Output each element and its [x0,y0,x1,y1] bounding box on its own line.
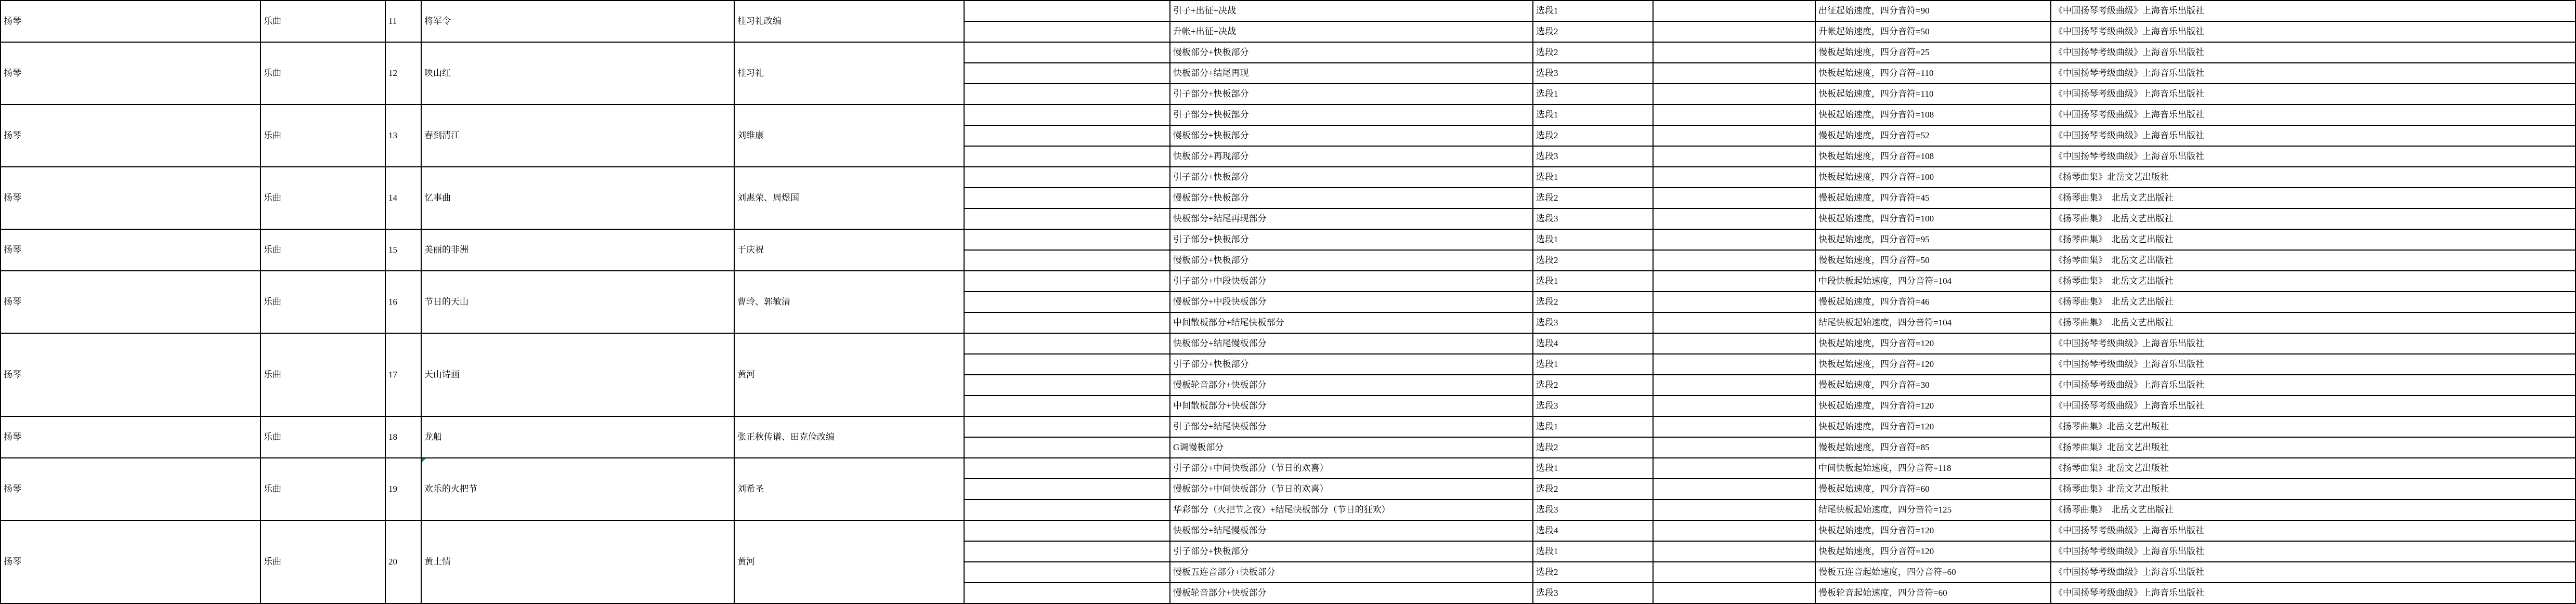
tempo-cell[interactable]: 慢板起始速度，四分音符=45 [1815,188,2051,208]
sections-cell[interactable]: 华彩部分（火把节之夜）+结尾快板部分（节日的狂欢） [1170,500,1533,520]
sections-cell[interactable]: 慢板部分+快板部分 [1170,188,1533,208]
source-cell[interactable]: 《扬琴曲集》 北岳文艺出版社 [2051,208,2575,229]
number-cell[interactable]: 16 [385,271,421,333]
source-cell[interactable]: 《扬琴曲集》 北岳文艺出版社 [2051,188,2575,208]
spacer-cell[interactable] [964,375,1170,396]
spacer-cell[interactable] [1653,84,1815,104]
composer-cell[interactable]: 张正秋传谱、田克俭改编 [734,416,964,458]
tempo-cell[interactable]: 快板起始速度，四分音符=110 [1815,84,2051,104]
sections-cell[interactable]: 快板部分+结尾慢板部分 [1170,333,1533,354]
tempo-cell[interactable]: 快板起始速度，四分音符=100 [1815,208,2051,229]
tempo-cell[interactable]: 快板起始速度，四分音符=120 [1815,354,2051,375]
spacer-cell[interactable] [1653,250,1815,271]
selection-cell[interactable]: 选段2 [1533,437,1653,458]
source-cell[interactable]: 《中国扬琴考级曲级》上海音乐出版社 [2051,84,2575,104]
spacer-cell[interactable] [1653,333,1815,354]
spacer-cell[interactable] [1653,520,1815,541]
selection-cell[interactable]: 选段2 [1533,479,1653,500]
title-cell[interactable]: 映山红 [421,42,734,104]
sections-cell[interactable]: 引子部分+结尾快板部分 [1170,416,1533,437]
spacer-cell[interactable] [964,63,1170,84]
spacer-cell[interactable] [1653,271,1815,292]
number-cell[interactable]: 13 [385,104,421,167]
spacer-cell[interactable] [1653,312,1815,333]
spacer-cell[interactable] [1653,229,1815,250]
title-cell[interactable]: 天山诗画 [421,333,734,416]
spacer-cell[interactable] [1653,63,1815,84]
sections-cell[interactable]: 中间散板部分+快板部分 [1170,396,1533,416]
tempo-cell[interactable]: 快板起始速度，四分音符=95 [1815,229,2051,250]
type-cell[interactable]: 乐曲 [261,167,385,229]
spacer-cell[interactable] [964,416,1170,437]
sections-cell[interactable]: 引子部分+快板部分 [1170,354,1533,375]
sections-cell[interactable]: 快板部分+结尾慢板部分 [1170,520,1533,541]
sections-cell[interactable]: 慢板部分+中段快板部分 [1170,292,1533,312]
source-cell[interactable]: 《中国扬琴考级曲级》上海音乐出版社 [2051,520,2575,541]
sections-cell[interactable]: 快板部分+再现部分 [1170,146,1533,167]
sections-cell[interactable]: 慢板轮音部分+快板部分 [1170,583,1533,603]
sections-cell[interactable]: 快板部分+结尾再现部分 [1170,208,1533,229]
number-cell[interactable]: 20 [385,520,421,603]
tempo-cell[interactable]: 中段快板起始速度，四分音符=104 [1815,271,2051,292]
sections-cell[interactable]: 慢板部分+中间快板部分（节日的欢喜） [1170,479,1533,500]
selection-cell[interactable]: 选段1 [1533,84,1653,104]
tempo-cell[interactable]: 慢板五连音起始速度，四分音符=60 [1815,562,2051,583]
spacer-cell[interactable] [1653,42,1815,63]
source-cell[interactable]: 《扬琴曲集》北岳文艺出版社 [2051,458,2575,479]
tempo-cell[interactable]: 快板起始速度，四分音符=110 [1815,63,2051,84]
tempo-cell[interactable]: 快板起始速度，四分音符=120 [1815,416,2051,437]
selection-cell[interactable]: 选段4 [1533,333,1653,354]
tempo-cell[interactable]: 慢板起始速度，四分音符=30 [1815,375,2051,396]
number-cell[interactable]: 19 [385,458,421,520]
sections-cell[interactable]: 引子部分+快板部分 [1170,541,1533,562]
sections-cell[interactable]: 引子部分+中段快板部分 [1170,271,1533,292]
source-cell[interactable]: 《扬琴曲集》 北岳文艺出版社 [2051,292,2575,312]
tempo-cell[interactable]: 升帐起始速度，四分音符=50 [1815,21,2051,42]
selection-cell[interactable]: 选段1 [1533,271,1653,292]
spacer-cell[interactable] [964,167,1170,188]
spacer-cell[interactable] [964,229,1170,250]
title-cell[interactable]: 节日的天山 [421,271,734,333]
source-cell[interactable]: 《中国扬琴考级曲级》上海音乐出版社 [2051,375,2575,396]
source-cell[interactable]: 《中国扬琴考级曲级》上海音乐出版社 [2051,583,2575,603]
tempo-cell[interactable]: 结尾快板起始速度，四分音符=104 [1815,312,2051,333]
spacer-cell[interactable] [964,146,1170,167]
title-cell[interactable]: 春到清江 [421,104,734,167]
instrument-cell[interactable]: 扬琴 [1,167,261,229]
tempo-cell[interactable]: 快板起始速度，四分音符=120 [1815,333,2051,354]
number-cell[interactable]: 14 [385,167,421,229]
title-cell[interactable]: 欢乐的火把节 [421,458,734,520]
number-cell[interactable]: 15 [385,229,421,271]
spacer-cell[interactable] [1653,21,1815,42]
spacer-cell[interactable] [964,520,1170,541]
tempo-cell[interactable]: 快板起始速度，四分音符=108 [1815,146,2051,167]
tempo-cell[interactable]: 快板起始速度，四分音符=120 [1815,396,2051,416]
source-cell[interactable]: 《中国扬琴考级曲级》上海音乐出版社 [2051,333,2575,354]
selection-cell[interactable]: 选段3 [1533,500,1653,520]
source-cell[interactable]: 《中国扬琴考级曲级》上海音乐出版社 [2051,146,2575,167]
selection-cell[interactable]: 选段2 [1533,375,1653,396]
instrument-cell[interactable]: 扬琴 [1,458,261,520]
spacer-cell[interactable] [964,21,1170,42]
spacer-cell[interactable] [1653,500,1815,520]
sections-cell[interactable]: 引子+出征+决战 [1170,1,1533,21]
tempo-cell[interactable]: 快板起始速度，四分音符=108 [1815,104,2051,125]
selection-cell[interactable]: 选段1 [1533,229,1653,250]
table-row [1,229,2575,250]
tempo-cell[interactable]: 慢板起始速度，四分音符=25 [1815,42,2051,63]
source-cell[interactable]: 《中国扬琴考级曲级》上海音乐出版社 [2051,562,2575,583]
spacer-cell[interactable] [964,188,1170,208]
spacer-cell[interactable] [1653,437,1815,458]
sections-cell[interactable]: G调慢板部分 [1170,437,1533,458]
source-cell[interactable]: 《扬琴曲集》 北岳文艺出版社 [2051,271,2575,292]
table-row [1,1,2575,21]
spacer-cell[interactable] [964,458,1170,479]
source-cell[interactable]: 《扬琴曲集》 北岳文艺出版社 [2051,250,2575,271]
selection-cell[interactable]: 选段1 [1533,104,1653,125]
spacer-cell[interactable] [1653,125,1815,146]
type-cell[interactable]: 乐曲 [261,416,385,458]
selection-cell[interactable]: 选段3 [1533,63,1653,84]
spacer-cell[interactable] [964,84,1170,104]
composer-cell[interactable]: 黄河 [734,520,964,603]
composer-cell[interactable]: 刘维康 [734,104,964,167]
selection-cell[interactable]: 选段2 [1533,562,1653,583]
table-row [1,104,2575,125]
source-cell[interactable]: 《扬琴曲集》北岳文艺出版社 [2051,416,2575,437]
spacer-cell[interactable] [964,271,1170,292]
cell-comment-indicator-icon [422,458,426,463]
type-cell[interactable]: 乐曲 [261,42,385,104]
spacer-cell[interactable] [1653,104,1815,125]
table-row [1,42,2575,63]
instrument-cell[interactable]: 扬琴 [1,104,261,167]
spacer-cell[interactable] [964,500,1170,520]
composer-cell[interactable]: 桂习礼改编 [734,1,964,42]
source-cell[interactable]: 《中国扬琴考级曲级》上海音乐出版社 [2051,63,2575,84]
tempo-cell[interactable]: 出征起始速度，四分音符=90 [1815,1,2051,21]
selection-cell[interactable]: 选段3 [1533,208,1653,229]
sections-cell[interactable]: 慢板部分+快板部分 [1170,125,1533,146]
spacer-cell[interactable] [1653,541,1815,562]
instrument-cell[interactable]: 扬琴 [1,333,261,416]
instrument-cell[interactable]: 扬琴 [1,1,261,42]
spacer-cell[interactable] [964,1,1170,21]
spacer-cell[interactable] [964,292,1170,312]
source-cell[interactable]: 《中国扬琴考级曲级》上海音乐出版社 [2051,396,2575,416]
sections-cell[interactable]: 慢板轮音部分+快板部分 [1170,375,1533,396]
selection-cell[interactable]: 选段1 [1533,541,1653,562]
type-cell[interactable]: 乐曲 [261,520,385,603]
spacer-cell[interactable] [964,42,1170,63]
spacer-cell[interactable] [964,208,1170,229]
instrument-cell[interactable]: 扬琴 [1,271,261,333]
source-cell[interactable]: 《扬琴曲集》 北岳文艺出版社 [2051,312,2575,333]
spacer-cell[interactable] [1653,208,1815,229]
table-row [1,271,2575,292]
tempo-cell[interactable]: 慢板起始速度，四分音符=60 [1815,479,2051,500]
selection-cell[interactable]: 选段2 [1533,250,1653,271]
tempo-cell[interactable]: 快板起始速度，四分音符=120 [1815,520,2051,541]
source-cell[interactable]: 《中国扬琴考级曲级》上海音乐出版社 [2051,354,2575,375]
selection-cell[interactable]: 选段3 [1533,583,1653,603]
selection-cell[interactable]: 选段3 [1533,396,1653,416]
tempo-cell[interactable]: 慢板起始速度，四分音符=50 [1815,250,2051,271]
sections-cell[interactable]: 升帐+出征+决战 [1170,21,1533,42]
spacer-cell[interactable] [1653,562,1815,583]
selection-cell[interactable]: 选段4 [1533,520,1653,541]
spacer-cell[interactable] [964,396,1170,416]
source-cell[interactable]: 《中国扬琴考级曲级》上海音乐出版社 [2051,21,2575,42]
source-cell[interactable]: 《扬琴曲集》 北岳文艺出版社 [2051,500,2575,520]
tempo-cell[interactable]: 快板起始速度，四分音符=100 [1815,167,2051,188]
source-cell[interactable]: 《扬琴曲集》北岳文艺出版社 [2051,167,2575,188]
source-cell[interactable]: 《中国扬琴考级曲级》上海音乐出版社 [2051,104,2575,125]
type-cell[interactable]: 乐曲 [261,1,385,42]
composer-cell[interactable]: 刘惠荣、周煜国 [734,167,964,229]
title-cell[interactable]: 黄土情 [421,520,734,603]
title-cell[interactable]: 美丽的非洲 [421,229,734,271]
selection-cell[interactable]: 选段1 [1533,416,1653,437]
source-cell[interactable]: 《扬琴曲集》 北岳文艺出版社 [2051,229,2575,250]
selection-cell[interactable]: 选段1 [1533,458,1653,479]
sections-cell[interactable]: 中间散板部分+结尾快板部分 [1170,312,1533,333]
spacer-cell[interactable] [964,250,1170,271]
sections-cell[interactable]: 引子部分+中间快板部分（节日的欢喜） [1170,458,1533,479]
selection-cell[interactable]: 选段2 [1533,21,1653,42]
title-cell[interactable]: 忆事曲 [421,167,734,229]
tempo-cell[interactable]: 中间快板起始速度，四分音符=118 [1815,458,2051,479]
spacer-cell[interactable] [964,125,1170,146]
spacer-cell[interactable] [1653,375,1815,396]
spacer-cell[interactable] [1653,583,1815,603]
composer-cell[interactable]: 黄河 [734,333,964,416]
sections-cell[interactable]: 慢板部分+快板部分 [1170,42,1533,63]
type-cell[interactable]: 乐曲 [261,271,385,333]
spacer-cell[interactable] [964,562,1170,583]
tempo-cell[interactable]: 慢板起始速度，四分音符=85 [1815,437,2051,458]
spacer-cell[interactable] [1653,416,1815,437]
spacer-cell[interactable] [964,479,1170,500]
source-cell[interactable]: 《中国扬琴考级曲级》上海音乐出版社 [2051,42,2575,63]
sections-cell[interactable]: 快板部分+结尾再现 [1170,63,1533,84]
sections-cell[interactable]: 引子部分+快板部分 [1170,229,1533,250]
composer-cell[interactable]: 于庆祝 [734,229,964,271]
spacer-cell[interactable] [1653,188,1815,208]
type-cell[interactable]: 乐曲 [261,229,385,271]
composer-cell[interactable]: 桂习礼 [734,42,964,104]
instrument-cell[interactable]: 扬琴 [1,520,261,603]
sections-cell[interactable]: 引子部分+快板部分 [1170,104,1533,125]
spacer-cell[interactable] [1653,292,1815,312]
source-cell[interactable]: 《中国扬琴考级曲级》上海音乐出版社 [2051,125,2575,146]
selection-cell[interactable]: 选段2 [1533,125,1653,146]
spacer-cell[interactable] [1653,354,1815,375]
selection-cell[interactable]: 选段3 [1533,146,1653,167]
selection-cell[interactable]: 选段1 [1533,354,1653,375]
selection-cell[interactable]: 选段2 [1533,292,1653,312]
spacer-cell[interactable] [964,104,1170,125]
selection-cell[interactable]: 选段2 [1533,42,1653,63]
title-cell[interactable]: 龙船 [421,416,734,458]
table-row [1,520,2575,541]
selection-cell[interactable]: 选段1 [1533,1,1653,21]
spacer-cell[interactable] [1653,1,1815,21]
spacer-cell[interactable] [964,333,1170,354]
number-cell[interactable]: 12 [385,42,421,104]
spacer-cell[interactable] [964,437,1170,458]
tempo-cell[interactable]: 慢板起始速度，四分音符=46 [1815,292,2051,312]
sections-cell[interactable]: 慢板部分+快板部分 [1170,250,1533,271]
tempo-cell[interactable]: 结尾快板起始速度，四分音符=125 [1815,500,2051,520]
table-row [1,167,2575,188]
source-cell[interactable]: 《中国扬琴考级曲级》上海音乐出版社 [2051,1,2575,21]
selection-cell[interactable]: 选段1 [1533,167,1653,188]
instrument-cell[interactable]: 扬琴 [1,42,261,104]
selection-cell[interactable]: 选段3 [1533,312,1653,333]
sections-cell[interactable]: 引子部分+快板部分 [1170,167,1533,188]
spacer-cell[interactable] [1653,146,1815,167]
sections-cell[interactable]: 慢板五连音部分+快板部分 [1170,562,1533,583]
selection-cell[interactable]: 选段2 [1533,188,1653,208]
instrument-cell[interactable]: 扬琴 [1,416,261,458]
tempo-cell[interactable]: 慢板轮音起始速度，四分音符=60 [1815,583,2051,603]
spacer-cell[interactable] [964,541,1170,562]
type-cell[interactable]: 乐曲 [261,458,385,520]
instrument-cell[interactable]: 扬琴 [1,229,261,271]
composer-cell[interactable]: 曹玲、郭敏清 [734,271,964,333]
spacer-cell[interactable] [964,583,1170,603]
sections-cell[interactable]: 引子部分+快板部分 [1170,84,1533,104]
type-cell[interactable]: 乐曲 [261,104,385,167]
source-cell[interactable]: 《扬琴曲集》北岳文艺出版社 [2051,437,2575,458]
spacer-cell[interactable] [1653,167,1815,188]
tempo-cell[interactable]: 慢板起始速度，四分音符=52 [1815,125,2051,146]
number-cell[interactable]: 17 [385,333,421,416]
type-cell[interactable]: 乐曲 [261,333,385,416]
spacer-cell[interactable] [964,312,1170,333]
number-cell[interactable]: 11 [385,1,421,42]
source-cell[interactable]: 《扬琴曲集》北岳文艺出版社 [2051,479,2575,500]
spacer-cell[interactable] [1653,479,1815,500]
spacer-cell[interactable] [1653,458,1815,479]
spacer-cell[interactable] [1653,396,1815,416]
number-cell[interactable]: 18 [385,416,421,458]
tempo-cell[interactable]: 快板起始速度，四分音符=120 [1815,541,2051,562]
source-cell[interactable]: 《中国扬琴考级曲级》上海音乐出版社 [2051,541,2575,562]
table-row [1,333,2575,354]
table-row [1,416,2575,437]
spacer-cell[interactable] [964,354,1170,375]
table-row [1,458,2575,479]
composer-cell[interactable]: 刘希圣 [734,458,964,520]
title-cell[interactable]: 将军令 [421,1,734,42]
